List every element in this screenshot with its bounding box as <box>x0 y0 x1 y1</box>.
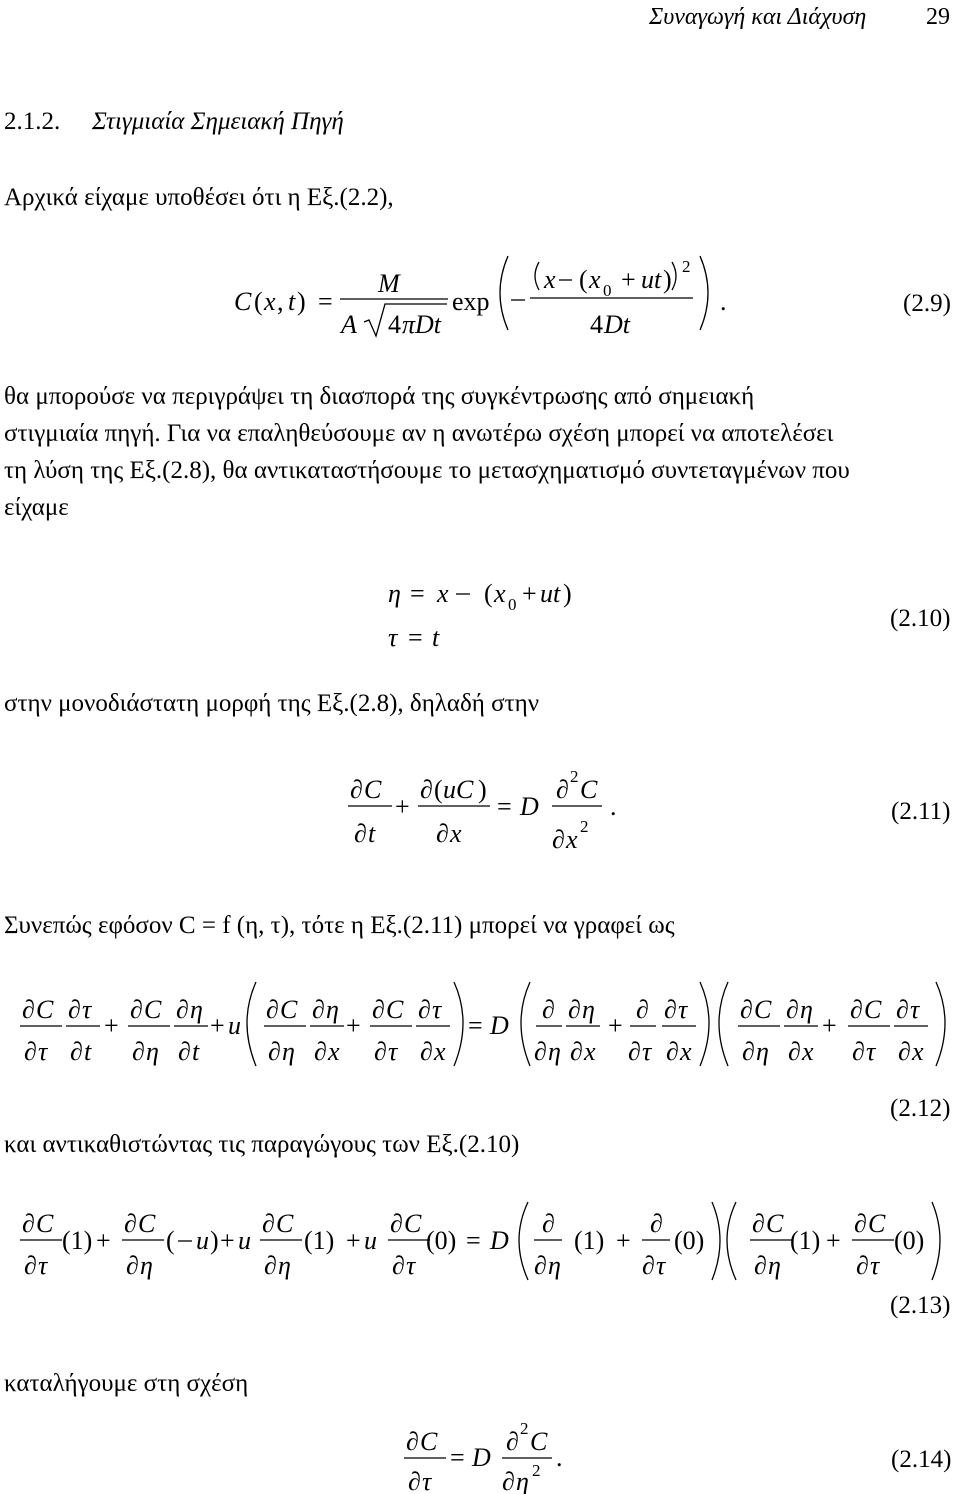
svg-text:η: η <box>146 1037 159 1066</box>
svg-text:(: ( <box>434 775 443 804</box>
svg-text:∂: ∂ <box>68 995 81 1024</box>
svg-text:(1): (1) <box>790 1226 821 1255</box>
svg-text:exp: exp <box>452 287 490 316</box>
svg-text:η: η <box>768 1251 781 1280</box>
svg-text:(: ( <box>579 265 588 294</box>
equation-2-13 <box>0 1195 960 1295</box>
svg-text:∂: ∂ <box>24 1037 37 1066</box>
svg-text:∂: ∂ <box>262 1209 275 1238</box>
svg-text:C: C <box>280 995 298 1024</box>
svg-text:x: x <box>434 1037 446 1066</box>
paragraph-6: καταλήγουμε στη σχέση <box>4 1370 249 1397</box>
svg-text:(: ( <box>484 579 493 608</box>
svg-text:η: η <box>140 1251 153 1280</box>
svg-text:∂: ∂ <box>372 995 385 1024</box>
svg-text:2: 2 <box>570 767 579 786</box>
svg-text:.: . <box>610 792 617 821</box>
svg-text:ut: ut <box>540 579 561 608</box>
svg-text:+: + <box>608 1011 623 1040</box>
svg-text:C: C <box>530 1427 548 1456</box>
svg-text:x: x <box>584 1037 596 1066</box>
svg-text:x: x <box>328 1037 340 1066</box>
paragraph-2-line-3: τη λύση της Εξ.(2.8), θα αντικαταστήσουμε το μετασχηματισμό συντεταγμένων που <box>4 457 850 484</box>
svg-text:ut: ut <box>641 265 662 294</box>
paragraph-2-line-1: θα μπορούσε να περιγράψει τη διασπορά της συγκέντρωσης από σημειακή <box>4 383 755 410</box>
svg-text:x: x <box>680 1037 692 1066</box>
svg-text:η: η <box>800 995 813 1024</box>
svg-text:∂: ∂ <box>542 1209 555 1238</box>
svg-text:C: C <box>36 995 54 1024</box>
svg-text:u: u <box>364 1226 377 1255</box>
svg-text:η: η <box>388 579 401 608</box>
svg-text:t: t <box>368 819 376 848</box>
svg-text:+: + <box>522 579 537 608</box>
svg-text:=: = <box>318 287 333 316</box>
svg-text:C: C <box>276 1209 294 1238</box>
svg-text:+: + <box>346 1011 361 1040</box>
svg-text:A: A <box>341 310 357 339</box>
svg-text:t: t <box>192 1037 200 1066</box>
svg-text:x: x <box>589 265 601 294</box>
svg-text:,: , <box>277 287 284 316</box>
svg-text:t: t <box>84 1037 92 1066</box>
svg-text:t: t <box>288 287 296 316</box>
svg-text:∂: ∂ <box>390 1209 403 1238</box>
svg-text:2: 2 <box>682 257 691 276</box>
svg-text:∂: ∂ <box>570 1037 583 1066</box>
svg-text:η: η <box>548 1037 561 1066</box>
svg-text:∂: ∂ <box>506 1427 519 1456</box>
svg-text:∂: ∂ <box>788 1037 801 1066</box>
svg-text:C: C <box>234 287 252 316</box>
svg-text:∂: ∂ <box>420 775 433 804</box>
svg-text:+: + <box>826 1226 841 1255</box>
svg-text:u: u <box>196 1226 209 1255</box>
svg-text:∂: ∂ <box>534 1037 547 1066</box>
svg-text:∂: ∂ <box>436 819 449 848</box>
svg-text:C: C <box>868 1209 886 1238</box>
paragraph-4: Συνεπώς εφόσον C = f (η, τ), τότε η Εξ.(2.11) μπορεί να γραφεί ως <box>4 912 675 939</box>
svg-text:x: x <box>494 579 506 608</box>
svg-text:C: C <box>36 1209 54 1238</box>
svg-text:+: + <box>822 1011 837 1040</box>
equation-number-2-14: (2.14) <box>891 1446 952 1473</box>
svg-text:(0): (0) <box>426 1226 457 1255</box>
svg-text:D: D <box>472 1443 491 1472</box>
svg-text:τ: τ <box>388 1037 398 1066</box>
svg-text:∂: ∂ <box>754 1251 767 1280</box>
svg-text:C: C <box>144 995 162 1024</box>
svg-text:0: 0 <box>603 281 612 300</box>
svg-text:M: M <box>378 269 400 298</box>
svg-text:uC: uC <box>443 775 474 804</box>
svg-text:C: C <box>864 995 882 1024</box>
section-number: 2.1.2. <box>4 108 61 135</box>
svg-text:η: η <box>190 995 203 1024</box>
svg-text:4: 4 <box>388 310 401 339</box>
svg-text:C: C <box>386 995 404 1024</box>
svg-text:∂: ∂ <box>740 995 753 1024</box>
svg-text:∂: ∂ <box>268 1037 281 1066</box>
svg-text:+: + <box>220 1226 235 1255</box>
equation-2-14 <box>0 1410 960 1494</box>
svg-text:τ: τ <box>38 1037 48 1066</box>
svg-text:(0): (0) <box>674 1226 705 1255</box>
svg-text:∂: ∂ <box>418 995 431 1024</box>
svg-text:=: = <box>410 579 425 608</box>
svg-text:η: η <box>756 1037 769 1066</box>
svg-text:∂: ∂ <box>552 825 565 854</box>
svg-text:∂: ∂ <box>70 1037 83 1066</box>
equation-2-10 <box>0 570 960 660</box>
paragraph-2-line-4: είχαμε <box>4 494 69 521</box>
svg-text:∂: ∂ <box>130 995 143 1024</box>
svg-text:): ) <box>563 579 572 608</box>
svg-text:τ: τ <box>388 623 398 652</box>
svg-text:∂: ∂ <box>314 1037 327 1066</box>
svg-text:∂: ∂ <box>178 1037 191 1066</box>
svg-text:∂: ∂ <box>408 1467 421 1494</box>
svg-text:2: 2 <box>532 1461 541 1480</box>
svg-text:∂: ∂ <box>354 819 367 848</box>
svg-text:τ: τ <box>678 995 688 1024</box>
svg-text:(1): (1) <box>574 1226 605 1255</box>
svg-text:x: x <box>912 1037 924 1066</box>
svg-text:∂: ∂ <box>556 775 569 804</box>
svg-text:∂: ∂ <box>854 1209 867 1238</box>
equation-number-2-9: (2.9) <box>903 290 951 317</box>
svg-text:τ: τ <box>432 995 442 1024</box>
svg-text:D: D <box>490 1226 509 1255</box>
svg-text:+: + <box>210 1011 225 1040</box>
svg-text:(1): (1) <box>62 1226 93 1255</box>
svg-text:2: 2 <box>580 817 589 836</box>
svg-text:η: η <box>282 1037 295 1066</box>
svg-text:): ) <box>210 1226 219 1255</box>
paragraph-intro: Αρχικά είχαμε υποθέσει ότι η Εξ.(2.2), <box>4 184 394 211</box>
svg-text:): ) <box>663 265 672 294</box>
svg-text:+: + <box>346 1226 361 1255</box>
equation-number-2-10: (2.10) <box>890 605 951 632</box>
svg-text:∂: ∂ <box>420 1037 433 1066</box>
svg-text:∂: ∂ <box>856 1251 869 1280</box>
svg-text:+: + <box>621 265 636 294</box>
svg-text:∂: ∂ <box>642 1251 655 1280</box>
svg-text:x: x <box>264 287 276 316</box>
svg-text:2: 2 <box>520 1419 529 1438</box>
paragraph-5: και αντικαθιστώντας τις παραγώγους των Εξ.(2.10) <box>4 1131 520 1158</box>
svg-text:πDt: πDt <box>402 310 442 339</box>
svg-text:D: D <box>490 1011 509 1040</box>
svg-text:∂: ∂ <box>22 995 35 1024</box>
svg-text:τ: τ <box>910 995 920 1024</box>
svg-text:x: x <box>437 579 449 608</box>
svg-text:τ: τ <box>656 1251 666 1280</box>
svg-text:η: η <box>548 1251 561 1280</box>
svg-text:η: η <box>278 1251 291 1280</box>
svg-text:0: 0 <box>508 595 517 614</box>
svg-text:∂: ∂ <box>636 995 649 1024</box>
paragraph-2-line-2: στιγμιαία πηγή. Για να επαληθεύσουμε αν η ανωτέρω σχέση μπορεί να αποτελέσει <box>4 420 834 447</box>
svg-text:.: . <box>556 1443 563 1472</box>
svg-text:τ: τ <box>406 1251 416 1280</box>
svg-text:(: ( <box>254 287 263 316</box>
equation-number-2-12: (2.12) <box>890 1095 951 1122</box>
svg-text:τ: τ <box>38 1251 48 1280</box>
svg-text:∂: ∂ <box>126 1251 139 1280</box>
page-number: 29 <box>926 4 950 30</box>
svg-text:(0): (0) <box>894 1226 925 1255</box>
svg-text:∂: ∂ <box>628 1037 641 1066</box>
svg-text:x: x <box>450 819 462 848</box>
svg-text:∂: ∂ <box>752 1209 765 1238</box>
svg-text:C: C <box>754 995 772 1024</box>
svg-text:=: = <box>408 623 423 652</box>
svg-text:∂: ∂ <box>650 1209 663 1238</box>
svg-text:∂: ∂ <box>22 1209 35 1238</box>
running-header-title: Συναγωγή και Διάχυση <box>649 4 867 30</box>
svg-text:τ: τ <box>422 1467 432 1494</box>
svg-text:.: . <box>720 287 727 316</box>
equation-number-2-11: (2.11) <box>891 798 951 825</box>
svg-text:∂: ∂ <box>176 995 189 1024</box>
svg-text:D: D <box>520 792 539 821</box>
svg-text:∂: ∂ <box>898 1037 911 1066</box>
svg-text:=: = <box>466 1226 481 1255</box>
svg-text:∂: ∂ <box>24 1251 37 1280</box>
svg-text:u: u <box>228 1011 241 1040</box>
svg-text:∂: ∂ <box>264 1251 277 1280</box>
svg-text:u: u <box>238 1226 251 1255</box>
svg-text:+: + <box>616 1226 631 1255</box>
svg-text:Dt: Dt <box>604 310 630 339</box>
svg-text:+: + <box>96 1226 111 1255</box>
svg-text:∂: ∂ <box>542 995 555 1024</box>
svg-text:∂: ∂ <box>502 1467 515 1494</box>
svg-text:C: C <box>766 1209 784 1238</box>
svg-text:∂: ∂ <box>266 995 279 1024</box>
svg-text:∂: ∂ <box>132 1037 145 1066</box>
svg-text:∂: ∂ <box>850 995 863 1024</box>
svg-text:(: ( <box>166 1226 175 1255</box>
svg-text:C: C <box>138 1209 156 1238</box>
svg-text:C: C <box>404 1209 422 1238</box>
svg-text:+: + <box>104 1011 119 1040</box>
paragraph-3: στην μονοδιάστατη μορφή της Εξ.(2.8), δηλαδή στην <box>4 690 539 717</box>
svg-text:+: + <box>395 792 410 821</box>
svg-text:η: η <box>582 995 595 1024</box>
svg-text:=: = <box>497 792 512 821</box>
svg-text:∂: ∂ <box>534 1251 547 1280</box>
svg-text:∂: ∂ <box>852 1037 865 1066</box>
svg-text:∂: ∂ <box>312 995 325 1024</box>
svg-text:C: C <box>580 775 598 804</box>
svg-text:∂: ∂ <box>392 1251 405 1280</box>
svg-text:∂: ∂ <box>666 1037 679 1066</box>
svg-text:∂: ∂ <box>568 995 581 1024</box>
svg-text:∂: ∂ <box>124 1209 137 1238</box>
svg-text:C: C <box>420 1427 438 1456</box>
equation-2-12 <box>0 975 960 1085</box>
svg-text:∂: ∂ <box>742 1037 755 1066</box>
svg-text:τ: τ <box>82 995 92 1024</box>
svg-text:C: C <box>364 775 382 804</box>
equation-2-11 <box>0 765 960 870</box>
svg-text:x: x <box>566 825 578 854</box>
svg-text:(1): (1) <box>304 1226 335 1255</box>
svg-text:η: η <box>516 1467 529 1494</box>
svg-text:): ) <box>297 287 306 316</box>
svg-text:∂: ∂ <box>350 775 363 804</box>
equation-2-9 <box>0 250 960 360</box>
svg-text:=: = <box>468 1011 483 1040</box>
svg-text:∂: ∂ <box>786 995 799 1024</box>
equation-number-2-13: (2.13) <box>890 1292 951 1319</box>
svg-text:∂: ∂ <box>406 1427 419 1456</box>
svg-text:∂: ∂ <box>664 995 677 1024</box>
svg-text:4: 4 <box>590 310 603 339</box>
svg-text:τ: τ <box>866 1037 876 1066</box>
svg-text:): ) <box>478 775 487 804</box>
svg-text:x: x <box>544 265 556 294</box>
svg-text:η: η <box>326 995 339 1024</box>
svg-text:=: = <box>450 1443 465 1472</box>
section-title: Στιγμιαία Σημειακή Πηγή <box>92 108 344 135</box>
svg-text:x: x <box>802 1037 814 1066</box>
svg-text:∂: ∂ <box>896 995 909 1024</box>
svg-text:t: t <box>432 623 440 652</box>
svg-text:τ: τ <box>870 1251 880 1280</box>
svg-text:τ: τ <box>642 1037 652 1066</box>
svg-text:∂: ∂ <box>374 1037 387 1066</box>
